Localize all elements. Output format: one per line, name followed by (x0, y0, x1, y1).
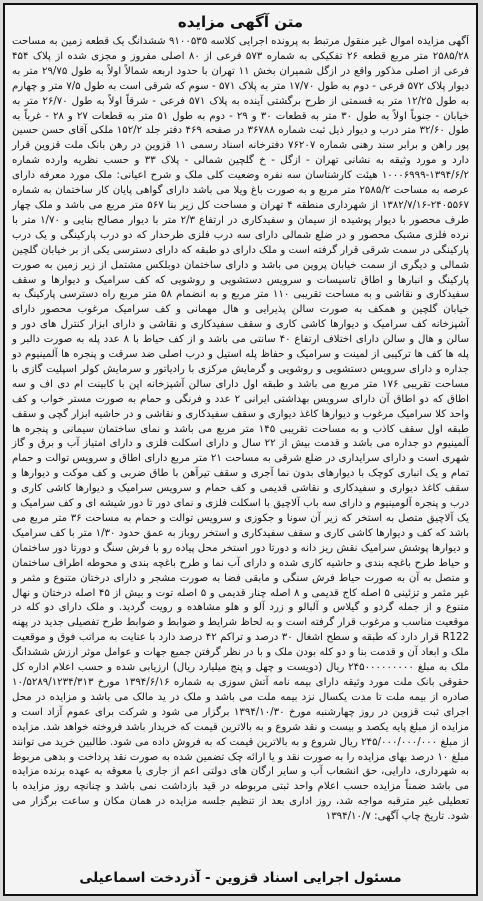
notice-signature: مسئول اجرایی اسناد قزوین - آذردخت اسماعیلی (79, 870, 402, 886)
notice-body (5, 35, 476, 841)
notice-title: متن آگهی مزایده (177, 13, 304, 31)
notice-paragraph: آگهی مزایده اموال غیر منقول مرتبط به پرونده اجرایی کلاسه ۹۱۰۰۵۳۵ ششدانگ یک قطعه زمین به مساحت ۲۵۸۵/۲۸ متر مربع قطعه ۲۶ تفکیکی به شماره ۵۷۳ فرعی از ۸۰ اصلی مفروز و مجزی شده از پلاک ۴۵۴ فرعی از اصلی مذکور واقع در ازگل شمیران بخش ۱۱ تهران با حدود اربعه شمالاً اولاً به طول ۲۹/۷۵ متر به دیوار پلاک ۵۷۲ فرعی - دوم به طول ۱۷/۷۰ متر به پلاک ۵۷۱ - سوم که شرقی است به طول ۷/۵ متر و چهارم به طول ۱۲/۲۵ متر به قسمتی از طرح برگشتی آینده به پلاک ۵۷۱ فرعی - شرقاً اولاً به طول ۲۶/۷۰ متر به خیابان - جنوباً اولاً به طول ۳۰ متر به قطعات ۳۰ و ۲۹ - دوم به طول ۵۱ متر به قطعات ۲۷ و ۲۸ - غرباً به طول ۳۲/۶۰ متر درب و دیوار ذیل ثبت شماره ۳۶۷۸۸ در صفحه ۴۶۹ دفتر جلد ۱۵۲/۲ ملکی آقای حسن حسین پور راهن و برابر سند رهنی شماره ۷۶۲۰۷ دفترخانه اسناد رسمی ۱۱ قزوین در رهن بانک ملت قزوین قرار دارد و مورد وثیقه به نشانی تهران - ازگل - خ گلچین شمالی - پلاک ۳۳ و حسب نظریه وارده شماره ۱۳۹۴/۶/۲-۱۰۰۰۶۹۹۹ هیئت کارشناسان سه نفره وضعیت کلی ملک و شرح اعیانی: ملک مورد معرفه دارای عرصه به مساحت ۲۵۸۵/۲ متر مربع و به صورت باغ ویلا می باشد دارای گواهی پایان کار ساختمان به شماره ۲۴۰۵۵۶۷-۱۳۸۲/۷/۱۶ از شهرداری منطقه ۴ تهران و مساحت کل زیر بنا ۵۶۷ متر مربع می باشد و ملک چهار طرف محصور با دیوار پوشیده از سیمان و سفیدکاری در ارتفاع ۲/۳ متر با دیوار مصالح بنایی و ۱/۷۰ متر با نرده فلزی مشبک محصور و در ضلع شمالی دارای سه درب فلزی طرحدار که دو درب پارکینگی و یک درب پارکینگی در سمت شرقی قرار گرفته است و ملک دارای دو طبقه که دارای دسترسی یکی از بر خیابان گلچین شمالی و دیگری از سمت خیابان پروین می باشد و دارای ساختمان دوبلکس مشتمل از زیر زمین به صورت پارکینگ و انبارها و اطاق تاسیسات و سرویس دستشویی و روشویی که کف سرامیک و دیوارها و سقف سفیدکاری و نقاشی و به مساحت تقریبی ۱۱۰ متر مربع و به انضمام ۵۸ متر مربع راه دسترسی پارکینگ به خیابان گلچین و همکف به صورت سالن پذیرایی و هال مهمانی و کف سرامیک مرغوب محصور دارای آشپزخانه کف سرامیک و دیوارها کاشی کاری و سقف سفیدکاری و نقاشی و دارای ابزار کنترل های دور و سالن و هال و سالن دارای اختلاف ارتفاع ۴۰ سانتی می باشد و از کف حیاط با ۸ عدد پله به صورت دالبر و پله ها کف ها ترکیبی از لمینت و سرامیک و حفاظ پله استیل و درب اصلی ضد سرقت و پنجره ها آلمینیوم دو جداره و دارای سرویس دستشویی و روشویی و گرمایش مرکزی با رادیاتور و سرمایش کولر اسپلیت گازی با مساحت تقریبی ۱۷۶ متر مربع می باشد و طبقه اول دارای سالن آشپزخانه اپن با کابینت ام دی اف و سه اطاق که دو اطاق آن دارای سرویس بهداشتی ایرانی ۲ عدد و فرنگی و حمام به صورت مستر خواب و کف واحد کلا سرامیک مرغوب و دیوارها کاغذ دیواری و سقف سفیدکاری و نقاشی و در حاشیه ابزار گچی و سقف طبقه اول سقف کاذب و به مساحت تقریبی ۱۴۵ متر مربع می باشد و نمای ساختمان سیمانی و پنجره ها آلمینیوم دو جداره می باشد و قدمت بیش از ۲۲ سال و دارای اسکلت فلزی و دارای امتیاز آب و برق و گاز شهری است و دارای سرایداری در ضلع شرقی به مساحت ۲۱ متر مربع دارای اطاق و سرویس توالت و حمام تمام و یک انباری کوچک با دیوارهای بدون نما آجری و سقف تیرآهن با طاق ضربی و کف موکت و دیوارها و سقف کاغذ دیواری و سفیدکاری و نقاشی قدیمی و کف حمام و سرویس سرامیک و دیوارها کاشی کاری و درب و پنجره آلومینیوم و دارای سه باب آلاچیق با اسکلت فلزی و نمای دور تا دور شیشه ای و کف سرامیک و یک آلاچیق متصل به استخر که زیر آن سونا و جکوزی و سرویس توالت و حمام به مساحت ۳۶ متر مربع می باشد که کف و دیوارها کاشی کاری و سقف سفیدکاری و استخر روباز به عمق حدود ۱/۳۰ متر با کف سرامیک و دیوارها پوشش سرامیک نقش ریز دانه و دورتا دور استخر محل پیاده رو با فرش سنگ و دورتا دور ساختمان و حیاط طرح باغچه بندی و حاشیه کاری شده و دارای آب نما و طرح باغچه بندی و محوطه اطراف ساختمان و متصل به آن به صورت حیاط فرش سنگی و مابقی فضا به صورت مشجر و دارای درختان متنوع و مثمر و غیر مثمر و تزئینی ۵ اصله کاج قدیمی و ۸ اصله چنار قدیمی و ۵ اصله توت و بیش از ۴۵ اصله درختان و نهال متنوع و از جمله گردو و گیلاس و آلبالو و زرد آلو و هلو مشاهده و رویت گردید. و ملک دارای دو کله در موقعیت مناسب و مرغوب قرار گرفته است و به لحاظ شرایط و ضوابط و ضوابط طرح تفصیلی جدید در پهنه R122 قرار دارد که طبقه و سطح اشغال ۳۰ درصد و تراکم ۴۲ درصد دارد با عنایت به مراتب فوق و موقعیت ملک و ابعاد آن و قدمت بنا و دو کله بودن ملک و با در نظر گرفتن جمیع جهات و عوامل موثر ارزش ششدانگ ملک به مبلغ ۲۴۵۰۰۰۰۰۰۰۰۰ ریال (دویست و چهل و پنج میلیارد ریال) ارزیابی شده و حسب اعلام اداره کل حقوقی بانک ملت مورد وثیقه دارای بیمه نامه آتش سوزی به شماره ۱۳۹۴/۶/۱۶ مورخ ۱۰/۵۲۸۹/۱۲۳۴/۳۱۳ صادره از بیمه ملت تا مدت یکسال نزد بیمه ملت می باشد و ملک در ید مالک می باشد و مزایده در محل اجرای ثبت قزوین در روز چهارشنبه مورخ ۱۳۹۴/۱۰/۳۰ برگزار می شود و شرکت برای عموم آزاد است و مزایده از مبلغ پایه یکصد و بیست و نقد شروع و به بالاترین قیمت که خریدار باشد فروخته خواهد شد. مزایده از مبلغ ۲۴۵/۰۰۰/۰۰۰/۰۰۰ ریال شروع و به بالاترین قیمت که به فروش داده می شود. طالبین خرید می توانند مبلغ ۱۰ درصد بهای مزایده را به صورت نقد و یا ارائه چک تضمین شده به صورت نقد پرداخت و بدهی مربوط به شهرداری، دارایی، حق انشعاب آب و سایر ارگان های دولتی اعم از جاری یا معوقه به عهده برنده مزایده می باشد ضمناً مزایده حسب اعلام واحد ثبتی مربوطه در قید بازداشت نمی باشد و چنانچه روز مزایده با تعطیلی غیر مترقبه مواجه شد، روز اداری بعد از تنظیم جلسه مزایده در همان مکان و ساعت برگزار می شود. تاریخ چاپ آگهی: ۱۳۹۴/۱۰/۷ (12, 36, 470, 823)
auction-notice (3, 3, 478, 896)
